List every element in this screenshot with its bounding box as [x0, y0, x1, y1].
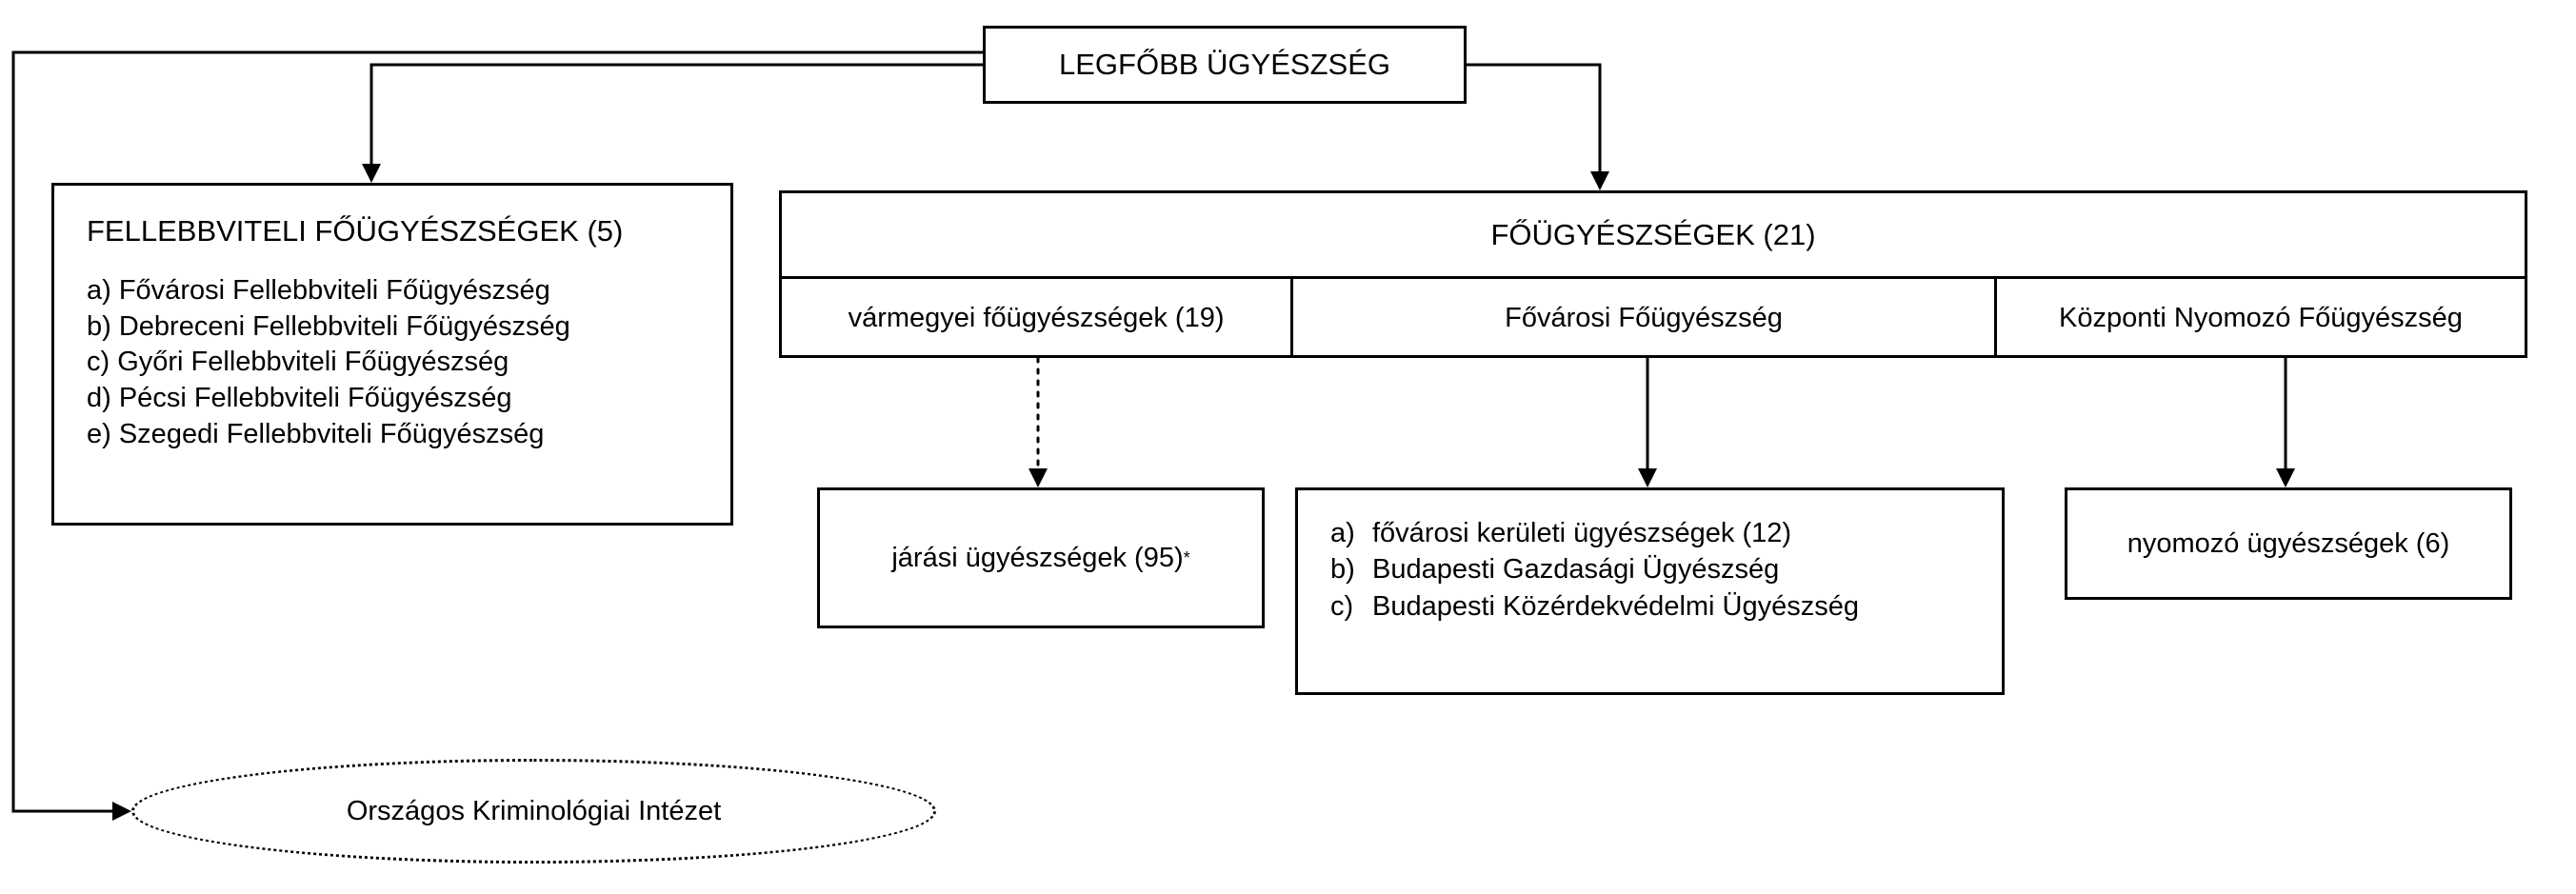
list-item	[1330, 588, 2002, 625]
node-fougyeszsegek[interactable]	[779, 190, 2527, 358]
list-item: c) Győri Fellebbviteli Főügyészség	[87, 347, 509, 378]
list-item: a) Fővárosi Fellebbviteli Főügyészség	[87, 275, 550, 306]
column-varmegyei-fougyeszsegek[interactable]: vármegyei főügyészségek (19)	[782, 279, 1293, 358]
column-kozponti-nyomozo-fougyeszseg[interactable]: Központi Nyomozó Főügyészség	[2058, 303, 2463, 333]
node-nyomozo-ugyeszsegek[interactable]	[2065, 487, 2512, 600]
list-item: b) Debreceni Fellebbviteli Főügyészség	[87, 310, 570, 342]
okri-label: Országos Kriminológiai Intézet	[346, 795, 722, 826]
column-fovarosi-fougyeszseg[interactable]: Fővárosi Főügyészség	[1293, 279, 1997, 358]
list-item	[1330, 551, 2002, 587]
list-item-marker: b)	[1330, 554, 1355, 586]
jarasi-footnote-marker: *	[1183, 547, 1190, 567]
fougyeszsegek-columns	[782, 279, 2525, 358]
list-item-label: fővárosi kerületi ügyészségek (12)	[1372, 518, 1792, 548]
node-fovarosi-ugyeszsegek[interactable]	[1295, 487, 2005, 695]
list-item-label: Budapesti Közérdekvédelmi Ügyészség	[1372, 590, 1859, 622]
jarasi-label: járási ügyészségek (95)	[891, 542, 1184, 573]
list-item-marker: c)	[1330, 590, 1354, 622]
node-jarasi-ugyeszsegek[interactable]	[817, 487, 1265, 628]
node-legfobb-ugyeszseg[interactable]	[983, 26, 1467, 104]
list-item-marker: a)	[1330, 518, 1355, 548]
node-legfobb-ugyeszseg-label: LEGFŐBB ÜGYÉSZSÉG	[1059, 48, 1390, 81]
node-orszagos-kriminologiai-intezet[interactable]	[131, 759, 936, 864]
node-fellebbviteli-fougyeszsegek[interactable]	[51, 183, 733, 526]
fougyeszsegek-title: FŐÜGYÉSZSÉGEK (21)	[782, 193, 2525, 279]
list-item-label: Budapesti Gazdasági Ügyészség	[1372, 554, 1780, 586]
list-item: e) Szegedi Fellebbviteli Főügyészség	[87, 418, 545, 449]
list-item	[1330, 515, 2002, 551]
list-item: d) Pécsi Fellebbviteli Főügyészség	[87, 383, 512, 414]
nyomozo-label: nyomozó ügyészségek (6)	[2127, 527, 2450, 559]
fellebbviteli-title: FELLEBBVITELI FŐÜGYÉSZSÉGEK (5)	[87, 214, 624, 248]
